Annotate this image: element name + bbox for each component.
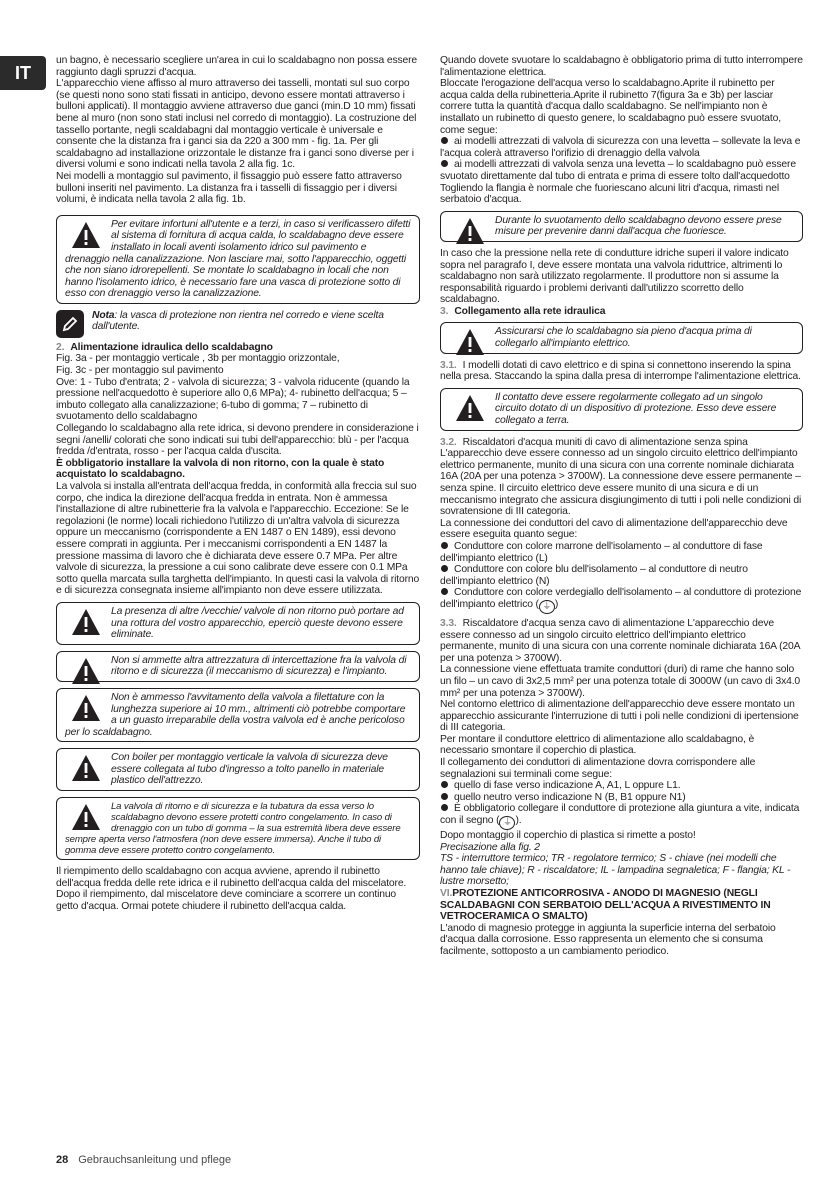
list-item-text: Conduttore con colore blu dell'isolamento – al conduttore di neutro dell'impianto elettrico (N)	[440, 564, 748, 587]
list-item-text-end: )	[554, 598, 559, 610]
warning-text: Non si ammette altra attrezzatura di intercettazione fra la valvola di ritorno e di sicurezza (il meccanismo di sicurezza) e l'impianto.	[111, 654, 407, 678]
paragraph-italic: Precisazione alla fig. 2	[440, 841, 540, 853]
warning-icon	[71, 803, 101, 831]
subsection-3-3	[440, 618, 803, 664]
list-item-text: Conduttore con colore marrone dell'isolamento – al conduttore di fase dell'impianto elettrico (L)	[440, 540, 763, 564]
warning-text: Durante lo svuotamento dello scaldabagno devono essere prese misure per prevenire danni dall'acqua che fuoriesce.	[495, 214, 782, 238]
paragraph: Nei modelli a montaggio sul pavimento, il fissaggio può essere fatto attraverso bulloni inseriti nel pavimento. La distanza fra i tasselli di fissaggio per i diversi volumi, è indicata nella tavola 2 alla fig. 1b.	[56, 170, 402, 206]
list-item-text: quello di fase verso indicazione A, A1, L oppure L1.	[454, 780, 681, 792]
paragraph: Il collegamento dei conduttori di alimentazione dovra corrispondere alle segnalazioni sui terminali come segue:	[440, 757, 756, 780]
list-item-text-end: ).	[515, 815, 522, 827]
paragraph: Collegando lo scaldabagno alla rete idrica, si devono prendere in considerazione i segni /anelli/ colorati che sono indicati sui tubi dell'apparecchio: blù - per l'acqua fredda /d'entrata, rosso - per l'acqua calda d'uscita.	[56, 423, 419, 458]
list-item-text: quello neutro verso indicazione N (B, B1 oppure N1)	[454, 791, 686, 803]
warning-callout	[56, 651, 420, 682]
warning-text: La valvola di ritorno e di sicurezza e la tubatura da essa verso lo scaldabagno devono essere protetti contro congelamento. In caso di drenaggio con un tubo di gomma – la sua estremità libera deve essere sempre aperta verso l'atmosfera (non deve essere immersa). Anche il tubo di gomma deve essere protetto contro congelamento.	[65, 801, 401, 857]
section-title: Alimentazione idraulica dello scaldabagno	[70, 341, 273, 353]
warning-callout	[56, 602, 420, 645]
paragraph: Fig. 3a - per montaggio verticale , 3b per montaggio orizzontale,	[56, 353, 340, 365]
right-column	[440, 55, 803, 958]
subsection-text: Riscaldatore d'acqua senza cavo di alimentazione L'apparecchio deve essere connesso ad un singolo circuito elettrico dell'impianto elettrico permanente, munito di una sicura con una corrente nominale dichiarata 16A (20A per una potenza > 3700W).	[440, 617, 800, 664]
section-number: 2.	[56, 341, 65, 353]
warning-icon	[71, 754, 101, 782]
subsection-3-2	[440, 437, 803, 518]
subsection-number: 3.3.	[440, 617, 457, 629]
note-label: Nota	[92, 309, 115, 321]
warning-callout	[440, 322, 803, 353]
paragraph: un bagno, è necessario scegliere un'area in cui lo scaldabagno non possa essere raggiunto dagli spruzzi d'acqua.	[56, 55, 418, 78]
list-item-text: È obbligatorio collegare il conduttore di protezione alla giuntura a vite, indicata con il segno (	[440, 803, 800, 827]
warning-icon	[71, 694, 101, 722]
list-item	[440, 792, 803, 804]
list-item	[440, 541, 803, 564]
paragraph: Il riempimento dello scaldabagno con acqua avviene, aprendo il rubinetto dell'acqua fredda delle rete idrica e il rubinetto dell'acqua calda del miscelatore. Dopo il riempimento, dal miscelatore deve cominciare a scorrere un continuo getto d'acqua. Ormai potete chiudere il rubinetto dell'acqua calda.	[56, 866, 407, 912]
subsection-text: Riscaldatori d'acqua muniti di cavo di alimentazione senza spina L'apparecchio deve essere connesso ad un singolo circuito elettrico dell'impianto elettrico permanente, munito di una sicura con una corrente nominale dichiarata 16A (20A per una potenza > 3700W). La connessione deve essere permanente – senza spine. Il circuito elettrico deve essere munito di una sicura e di un meccanismo integrato che assicura disgiungimento di tutti i poli nelle condizioni di sovratensione di III categoria.	[440, 436, 802, 518]
warning-text: Il contatto deve essere regolarmente collegato ad un singolo circuito dotato di un dispositivo di protezione. Esso deve essere collegato a terra.	[495, 391, 777, 427]
list-item	[440, 587, 803, 614]
warning-callout	[56, 748, 420, 791]
warning-icon	[71, 657, 101, 685]
warning-callout	[56, 215, 420, 304]
bullet-icon	[441, 588, 448, 595]
warning-text: Per evitare infortuni all'utente e a terzi, in caso si verificassero difetti al sistema di fornitura di acqua calda, lo scaldabagno deve essere installato in locali aventi isolamento idrico sul pavimento e drenaggio nella canalizzazione. Non lasciare mai, sotto l'apparecchio, oggetti che non siano idrorepellenti. Se montate lo scaldabagno in locali che non hanno l'isolamento idrico, è necessario fare una vasca di protezione sotto di esso con drenaggio verso la canalizzazione.	[65, 218, 411, 300]
bullet-icon	[441, 793, 448, 800]
paragraph: La connessione dei conduttori del cavo di alimentazione dell'apparecchio deve essere eseguita quanto segue:	[440, 517, 788, 541]
subsection-3-1	[440, 360, 803, 383]
section-heading-6	[440, 888, 803, 923]
warning-callout	[440, 388, 803, 431]
paragraph: Per montare il conduttore elettrico di alimentazione allo scaldabagno, è necessario smontare il coperchio di plastica.	[440, 733, 755, 757]
bullet-icon	[441, 804, 448, 811]
ground-icon: ⏚	[499, 816, 515, 830]
warning-icon	[455, 394, 485, 422]
warning-text: Con boiler per montaggio verticale la valvola di sicurezza deve essere collegata al tubo d'ingresso a tolto panello in materiale plastico dell'attrezzo.	[111, 752, 388, 787]
warning-text: Non è ammesso l'avvitamento della valvola a filettature con la lunghezza superiore ai 10 mm., altrimenti ciò potrebbe comportare a un guasto irreparabile della vostra valvola ed è anche pericoloso per lo scaldabagno.	[65, 691, 406, 738]
list-item	[440, 136, 803, 159]
warning-icon	[455, 217, 485, 245]
section-number: VI.	[440, 888, 453, 899]
paragraph-italic: TS - interruttore termico; TR - regolatore termico; S - chiave (nei modelli che hanno tale chiave); R - riscaldatore; IL - lampadina segnaletica; F - flangia; KL - lustre morsetto;	[440, 853, 791, 888]
warning-text: La presenza di altre /vecchie/ valvole di non ritorno può portare ad una rottura del vostro apparecchio, eperciò queste devono essere eliminate.	[111, 605, 404, 641]
subsection-number: 3.2.	[440, 436, 457, 448]
list-item-text: Conduttore con colore verdegiallo dell'isolamento – al conduttore di protezione dell'impianto elettrico (	[440, 587, 802, 610]
subsection-number: 3.1.	[440, 359, 457, 371]
section-title: PROTEZIONE ANTICORROSIVA - ANODO DI MAGNESIO (NEGLI SCALDABAGNI CON SERBATOIO DELL'ACQUA A RIVESTIMENTO IN VETROCERAMICA O SMALTO)	[440, 888, 771, 923]
pencil-icon	[56, 310, 84, 338]
page-footer	[56, 1154, 231, 1166]
warning-callout	[440, 211, 803, 242]
bullet-icon	[441, 137, 448, 144]
page-number: 28	[56, 1154, 69, 1166]
paragraph: Quando dovete svuotare lo scaldabagno è obbligatorio prima di tutto interrompere l'alimentazione elettrica.	[440, 55, 803, 78]
list-item	[440, 803, 803, 830]
warning-icon	[455, 328, 485, 356]
warning-callout	[56, 688, 420, 742]
bullet-icon	[441, 542, 448, 549]
paragraph: L'apparecchio viene affisso al muro attraverso dei tasselli, montati sul suo corpo (se questi nono sono stati fissati in anticipo, devono essere montati attraverso i bulloni applicati). Il montaggio avviene attraverso due ganci (min.D 10 mm) fissati bene al muro (non sono stati inclusi nel corredo di montaggio). La costruzione del tassello portante, negli scaldabagni dal montaggio verticale è universale e consente che la distanza fra i ganci sia da 220 a 300 mm - fig. 1a. Per gli scaldabagno ad installazione orizzontale le distanze fra i ganci sono diverse per i diversi volumi e sono indicati nella tavola 2 alla fig. 1c.	[56, 78, 417, 171]
paragraph: In caso che la pressione nella rete di condutture idriche superi il valore indicato sopra nel paragrafo I, deve essere montata una valvola riduttrice, altrimenti lo scaldabagno non sarà utilizzato regolarmente. Il produttore non si assume la responsabilità riguardo i problemi derivanti dall'utilizzo scorretto dello scaldabagno.	[440, 247, 789, 306]
ground-icon: ⏚	[539, 600, 555, 614]
left-column	[56, 55, 420, 912]
bullet-icon	[441, 781, 448, 788]
warning-callout	[56, 797, 420, 860]
section-number: 3.	[440, 305, 449, 317]
list-item-text: ai modelli attrezzati di valvola senza una levetta – lo scaldabagno può essere svuotato direttamente dal tubo di entrata e prima di essere tolto dall'acquedotto	[440, 159, 796, 182]
list-item	[440, 564, 803, 587]
list-item	[440, 780, 803, 792]
paragraph: Ove: 1 - Tubo d'entrata; 2 - valvola di sicurezza; 3 - valvola riducente (quando la pressione nell'acquedotto è superiore allo 0,6 MPa); 4- rubinetto dell'acqua; 5 – imbuto collegato alla canalizzazione; 6-tubo di gomma; 7 – rubinetto di svuotamento dello scaldabagno	[56, 376, 410, 423]
paragraph: La valvola si installa all'entrata dell'acqua fredda, in conformità alla freccia sul suo corpo, che indica la direzione dell'acqua fredda in entrata. Non è ammessa l'installazione di altre rubinetterie fra la valvola e l'apparecchio. Eccezione: Se le regolazioni (le norme) locali richiedono l'utilizzo di un'altra valvola di sicurezza oppure un meccanismo (corrispondente a EN 1487 o EN 1489), essi devono essere comprati in aggiunta. Per i meccanismi corrispondenti a EN 1487 la pressione massima di lavoro che è dichiarata deve essere 0.7 MPa. Per altre valvole di sicurezza, la pressione a cui sono calibrate deve essere con 0.1 MPa sotto quella marcata sulla targhetta dell'impianto. In questi casi la valvola di ritorno e di sicurezza consegnata insieme all'impianto non deve essere utilizzata.	[56, 481, 420, 597]
language-tab	[0, 56, 46, 90]
paragraph-bold: È obbligatorio installare la valvola di non ritorno, con la quale è stato acquistato lo scaldabagno.	[56, 457, 385, 481]
note-block	[56, 310, 420, 338]
warning-icon	[71, 608, 101, 636]
footer-text: Gebrauchsanleitung und pflege	[78, 1154, 232, 1166]
paragraph: Dopo montaggio il coperchio di plastica si rimette a posto!	[440, 830, 696, 842]
subsection-text: I modelli dotati di cavo elettrico e di spina si connettono inserendo la spina nella presa. Staccando la spina dalla presa di interrompe l'alimentazione elettrica.	[440, 359, 801, 383]
section-title: Collegamento alla rete idraulica	[454, 305, 606, 317]
bullet-icon	[441, 160, 448, 167]
paragraph: La connessione viene effettuata tramite conduttori (duri) di rame che hanno solo un filo – un cavo di 3x2,5 mm² per una potenza totale di 3000W (un cavo di 3x4.0 mm² per una potenza > 3700W).	[440, 664, 801, 699]
section-heading-3	[440, 306, 803, 318]
list-item-text: ai modelli attrezzati di valvola di sicurezza con una levetta – sollevate la leva e l'acqua colerà attraverso l'orifizio di drenaggio della valvola	[440, 136, 801, 159]
bullet-icon	[441, 565, 448, 572]
paragraph: L'anodo di magnesio protegge in aggiunta la superficie interna del serbatoio d'acqua dalla corrosione. Esso rappresenta un elemento che si consuma facilmente, sottoposto a un cambiamento periodico.	[440, 922, 776, 957]
list-item	[440, 159, 803, 182]
note-text: : la vasca di protezione non rientra nel corredo e viene scelta dall'utente.	[92, 309, 384, 333]
section-heading-2	[56, 342, 420, 354]
paragraph: Nel contorno elettrico di alimentazione dell'apparecchio deve essere montato un apparecchio assicurante l'interruzione di tutti i poli nelle condizioni di ipertensione di III categoria.	[440, 699, 799, 734]
paragraph: Togliendo la flangia è normale che fuoriescano alcuni litri d'acqua, rimasti nel serbatoio d'acqua.	[440, 182, 779, 206]
language-label: IT	[15, 62, 31, 83]
paragraph: Bloccate l'erogazione dell'acqua verso lo scaldabagno.Aprite il rubinetto per acqua calda della rubinetteria.Aprite il rubinetto 7(figura 3a e 3b) per lasciar correre tutta la quantità d'acqua dallo scaldabagno. Se nell'impianto non è installato un rubinetto di questo genere, lo scaldabagno può essere svuotato, come segue:	[440, 78, 781, 136]
warning-text: Assicurarsi che lo scaldabagno sia pieno d'acqua prima di collegarlo all'impianto elettrico.	[495, 326, 752, 350]
warning-icon	[71, 221, 101, 249]
paragraph: Fig. 3c - per montaggio sul pavimento	[56, 365, 224, 377]
